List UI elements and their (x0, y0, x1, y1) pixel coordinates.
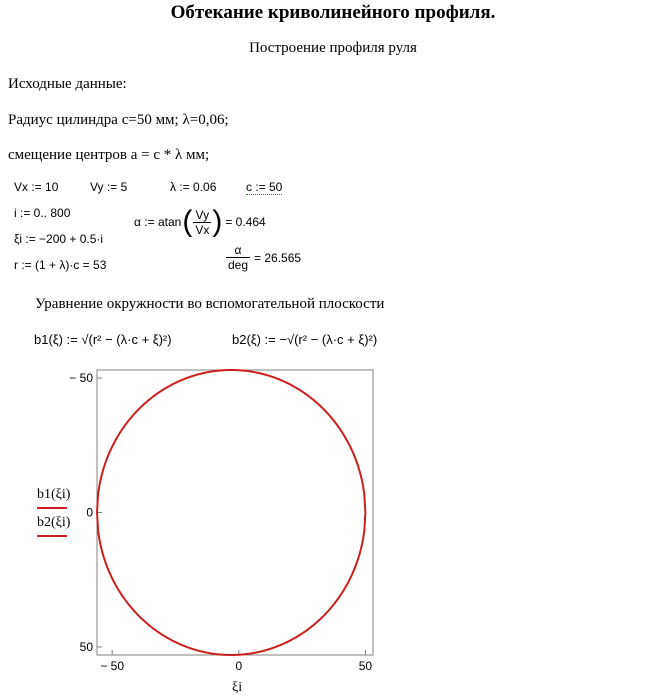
legend-line-b1 (37, 507, 67, 509)
deg-num: α (226, 243, 250, 258)
shift-line: смещение центров a = c * λ мм; (8, 147, 210, 163)
y-tick-label: − 50 (69, 371, 93, 386)
legend-line-b2 (37, 535, 67, 537)
series-b2-curve (97, 513, 365, 656)
def-r: r := (1 + λ)·c = 53 (14, 258, 107, 272)
plot-frame (97, 370, 373, 655)
def-vx: Vx := 10 (14, 180, 59, 194)
deg-den: deg (228, 258, 249, 272)
series-b1-curve (97, 370, 365, 513)
formula-b1: b1(ξ) := √(r² − (λ·c + ξ)²) (34, 332, 172, 347)
def-lambda: λ := 0.06 (170, 180, 217, 194)
def-vy: Vy := 5 (90, 180, 128, 194)
section-heading: Уравнение окружности во вспомогательной плоскости (35, 296, 385, 312)
def-alpha: α := atan ( $\frac{Vy}{Vx}$ ) = 0.464 (134, 205, 266, 238)
alpha-rhs: = 0.464 (225, 215, 266, 229)
def-i-range: i := 0.. 800 (14, 206, 71, 220)
y-label-b1: b1(ξi) (37, 487, 71, 502)
alpha-den: Vx (195, 222, 210, 237)
x-label: ξi (232, 680, 243, 695)
def-c: c := 50 (246, 180, 283, 194)
y-tick-label: 0 (86, 505, 93, 520)
deg-rhs: = 26.565 (254, 250, 302, 265)
page-subtitle: Построение профиля руля (249, 40, 417, 56)
page-title: Обтекание криволинейного профиля. (170, 2, 496, 23)
x-tick-label: − 50 (100, 659, 125, 673)
x-tick-label: 50 (358, 659, 373, 673)
def-xi: ξi := −200 + 0.5·i (14, 232, 104, 246)
alpha-num: Vy (193, 208, 211, 223)
y-tick-label: 50 (79, 639, 93, 654)
radius-line: Радиус цилиндра c=50 мм; λ=0,06; (8, 112, 229, 128)
x-tick-label: 0 (235, 659, 243, 673)
alpha-lhs: α := atan (134, 215, 182, 229)
formula-b2: b2(ξ) := −√(r² − (λ·c + ξ)²) (232, 332, 378, 347)
y-label-b2: b2(ξi) (37, 515, 71, 530)
input-data-heading: Исходные данные: (8, 76, 127, 92)
